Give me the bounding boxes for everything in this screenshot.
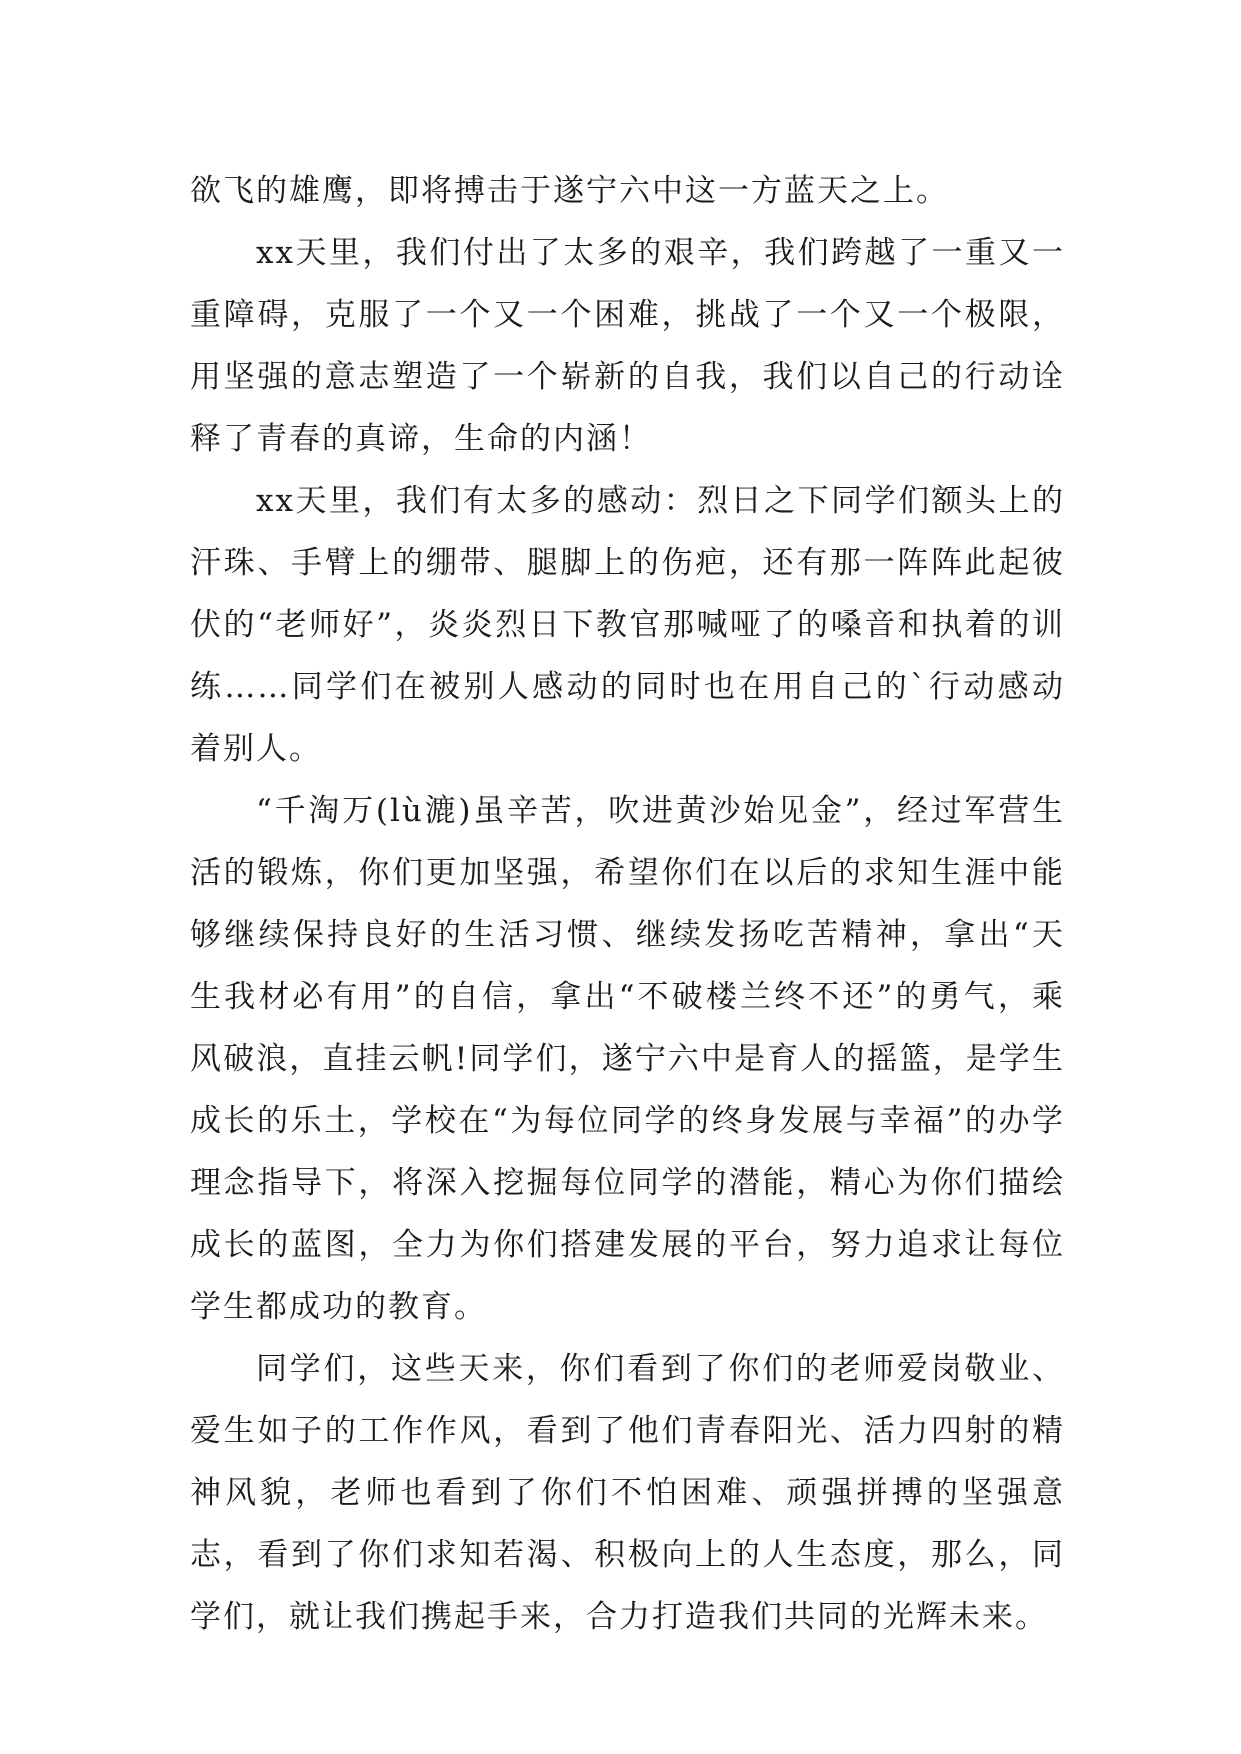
paragraph-3: xx天里，我们有太多的感动：烈日之下同学们额头上的汗珠、手臂上的绷带、腿脚上的伤疤，还有那一阵阵此起彼伏的“老师好”，炎炎烈日下教官那喊哑了的嗓音和执着的训练……同学们在被别人感动的同时也在用自己的`行动感动着别人。 [190, 483, 1065, 767]
paragraph-1: 欲飞的雄鹰，即将搏击于遂宁六中这一方蓝天之上。 [190, 173, 949, 209]
paragraph-2: xx天里，我们付出了太多的艰辛，我们跨越了一重又一重障碍，克服了一个又一个困难，挑战了一个又一个极限，用坚强的意志塑造了一个崭新的自我，我们以自己的行动诠释了青春的真谛，生命的内涵！ [190, 235, 1065, 457]
paragraph-4: “千淘万(lù漉)虽辛苦，吹进黄沙始见金”，经过军营生活的锻炼，你们更加坚强，希望你们在以后的求知生涯中能够继续保持良好的生活习惯、继续发扬吃苦精神，拿出“天生我材必有用”的自信，拿出“不破楼兰终不还”的勇气，乘风破浪，直挂云帆!同学们，遂宁六中是育人的摇篮，是学生成长的乐土，学校在“为每位同学的终身发展与幸福”的办学理念指导下，将深入挖掘每位同学的潜能，精心为你们描绘成长的蓝图，全力为你们搭建发展的平台，努力追求让每位学生都成功的教育。 [190, 793, 1065, 1325]
document-body [190, 160, 1065, 1648]
paragraph-5: 同学们，这些天来，你们看到了你们的老师爱岗敬业、爱生如子的工作作风，看到了他们青春阳光、活力四射的精神风貌，老师也看到了你们不怕困难、顽强拼搏的坚强意志，看到了你们求知若渴、积极向上的人生态度，那么，同学们，就让我们携起手来，合力打造我们共同的光辉未来。 [190, 1351, 1065, 1635]
